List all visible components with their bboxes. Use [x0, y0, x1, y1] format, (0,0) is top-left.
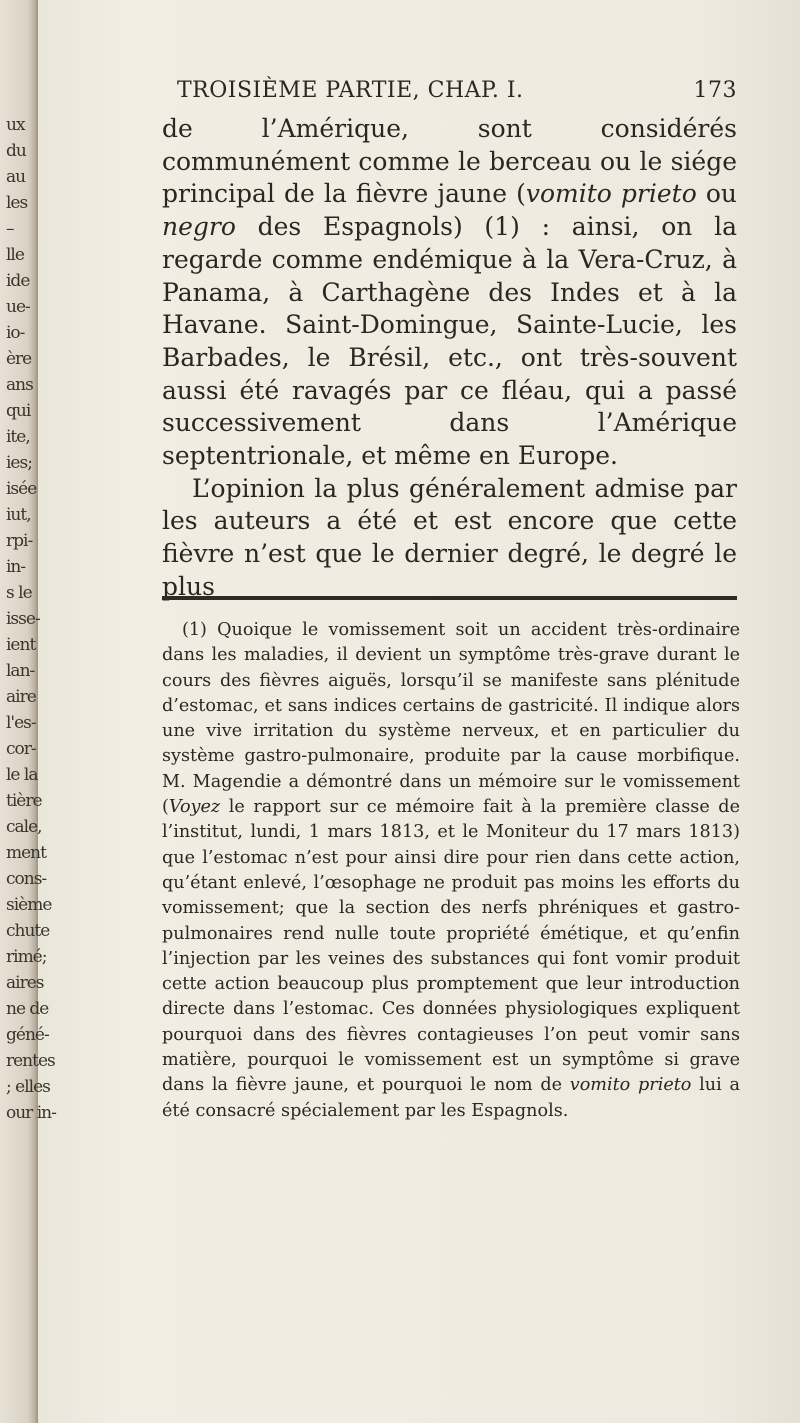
facing-page-fragment: sième [6, 895, 52, 915]
facing-page-fragment: le la [6, 765, 38, 785]
paragraph-1-text-b: ou [696, 179, 737, 209]
facing-page-fragment: au [6, 167, 26, 187]
facing-page-fragment: ient [6, 635, 36, 655]
facing-page-fragment: lan- [6, 661, 35, 681]
facing-page-fragment: – [6, 219, 14, 239]
paragraph-1-italic-a: vomito prieto [525, 179, 697, 209]
facing-page-fragment: rentes [6, 1051, 55, 1071]
facing-page-fragment: tière [6, 791, 42, 811]
facing-page-fragment: ans [6, 375, 33, 395]
facing-page-fragment: ite, [6, 427, 30, 447]
footnote-text-c: lui a été consacré spécialement par les Espagnols. [162, 1075, 740, 1121]
footnote-1 [162, 618, 740, 1124]
footnote-text-b: le rapport sur ce mémoire fait à la première classe de l’institut, lundi, 1 mars 1813, et le Moniteur du 17 mars 1813) que l’estomac n’est pour ainsi dire pour rien dans cette action, qu’étant enlevé, l’œsophage ne produit pas moins les efforts du vomissement; que la section des nerfs phréniques et gastro-pulmonaires rend nulle toute propriété émétique, et qu’enfin l’injection par les veines des substances qui font vomir produit cette action beaucoup plus promptement que leur introduction directe dans l’estomac. Ces données physiologiques expliquent pourquoi dans des fièvres contagieuses l’on peut vomir sans matière, pourquoi le vomissement est un symptôme si grave dans la fièvre jaune, et pourquoi le nom de [162, 797, 740, 1096]
facing-page-fragment: iut, [6, 505, 31, 525]
facing-page-fragment: io- [6, 323, 25, 343]
main-text [162, 113, 737, 604]
facing-page-fragment: géné- [6, 1025, 49, 1045]
facing-page-fragment: isse- [6, 609, 40, 629]
facing-page-fragment: qui [6, 401, 31, 421]
facing-page-fragment: aire [6, 687, 36, 707]
facing-page-edge [0, 0, 56, 1423]
paragraph-1-text-c: des Espagnols) (1) : ainsi, on la regarde comme endémique à la Vera-Cruz, à Panama, à Carthagène des Indes et à la Havane. Saint-Domingue, Sainte-Lucie, les Barbades, le Brésil, etc., ont très-souvent aussi été ravagés par ce fléau, qui a passé successivement dans l’Amérique septentrionale, et même en Europe. [162, 212, 737, 471]
facing-page-fragment: rimé; [6, 947, 47, 967]
facing-page-fragment: l'es- [6, 713, 36, 733]
footnote-italic-b: vomito prieto [569, 1075, 692, 1096]
facing-page-fragment: cons- [6, 869, 47, 889]
facing-page-fragment: les [6, 193, 28, 213]
footnote [162, 618, 740, 1124]
footnote-text-a: (1) Quoique le vomissement soit un accident très-ordinaire dans les maladies, il devient un symptôme très-grave durant le cours des fièvres aiguës, lorsqu’il se manifeste sans plénitude d’estomac, et sans indices certains de gastricité. Il indique alors une vive irritation du système nerveux, et en particulier du système gastro-pulmonaire, produite par la cause morbifique. M. Magendie a démontré dans un mémoire sur le vomissement ( [162, 620, 740, 818]
facing-page-fragment: ment [6, 843, 46, 863]
header-title: TROISIÈME PARTIE, CHAP. I. [177, 78, 524, 103]
facing-page-fragment: s le [6, 583, 32, 603]
running-header [177, 78, 737, 108]
facing-page-fragment: our in- [6, 1103, 56, 1123]
footnote-italic-a: Voyez [168, 797, 221, 818]
facing-page-fragment: isée [6, 479, 37, 499]
facing-page-fragment: ux [6, 115, 25, 135]
paragraph-2: L’opinion la plus généralement admise par les auteurs a été et est encore que cette fièvre n’est que le dernier degré, le degré le plus [162, 473, 737, 601]
facing-page-fragment: in- [6, 557, 26, 577]
facing-page-fragment: ue- [6, 297, 30, 317]
facing-page-fragment: lle [6, 245, 24, 265]
facing-page-fragment: du [6, 141, 26, 161]
facing-page-fragment: ne de [6, 999, 49, 1019]
facing-page-fragment: ide [6, 271, 30, 291]
facing-page-fragment: ère [6, 349, 32, 369]
facing-page-fragment: cale, [6, 817, 42, 837]
facing-page-fragment: chute [6, 921, 50, 941]
footnote-separator [162, 596, 737, 600]
facing-page-fragment: cor- [6, 739, 36, 759]
facing-page-fragment: ies; [6, 453, 32, 473]
paragraph-1 [162, 113, 737, 473]
paragraph-1-text-a: de l’Amérique, sont considérés communément comme le berceau ou le siége principal de la fièvre jaune ( [162, 114, 737, 209]
facing-page-fragment: rpi- [6, 531, 33, 551]
page-number: 173 [693, 78, 737, 103]
facing-page-fragment: ; elles [6, 1077, 50, 1097]
facing-page-fragment: aires [6, 973, 44, 993]
paragraph-1-italic-b: negro [162, 212, 236, 242]
facing-page-fragments [0, 112, 56, 1126]
